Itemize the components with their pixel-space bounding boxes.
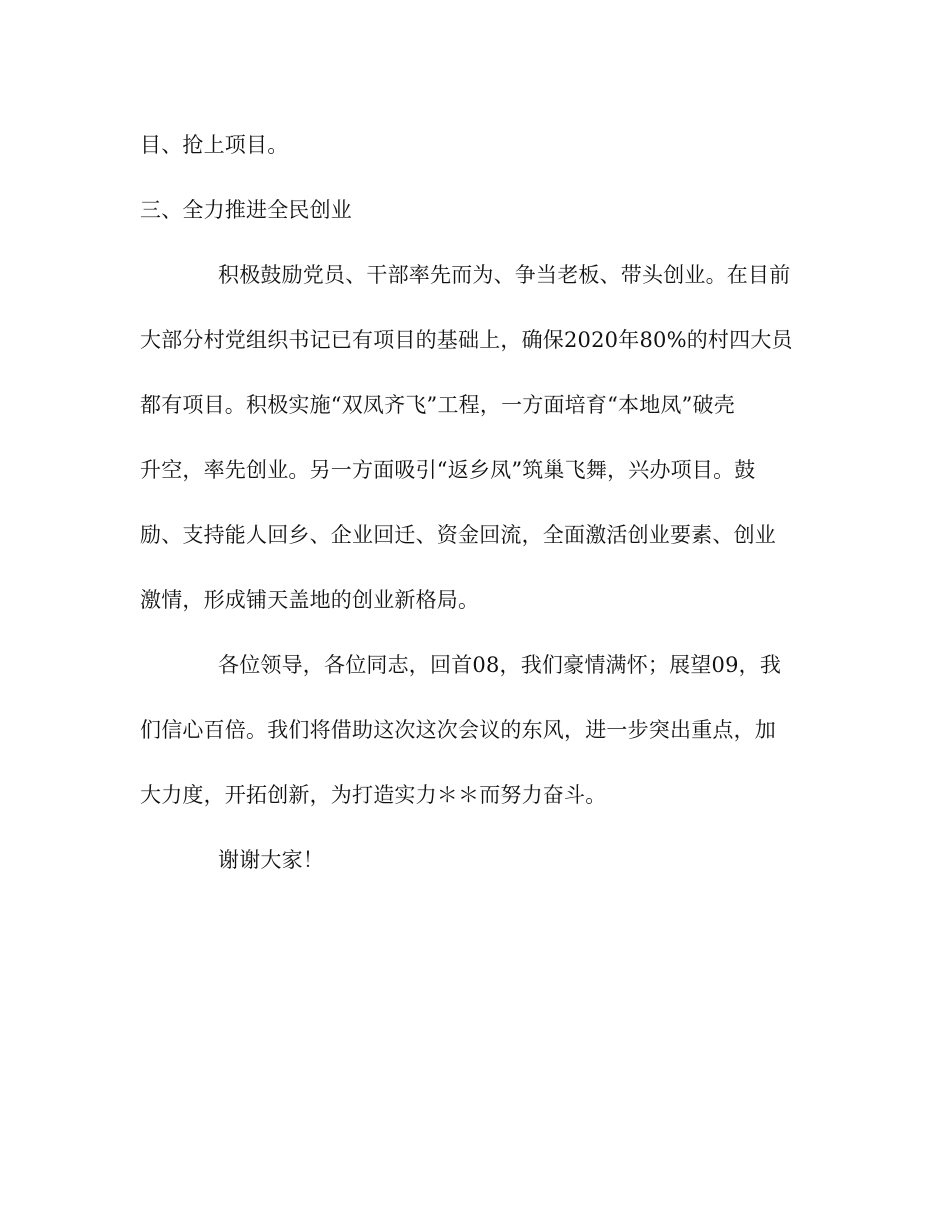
document-body bbox=[140, 113, 802, 893]
section-heading: 三、全力推进全民创业 bbox=[140, 198, 352, 222]
paragraph-line: 激情，形成铺天盖地的创业新格局。 bbox=[140, 588, 480, 612]
paragraph-line: 励、支持能人回乡、企业回迁、资金回流，全面激活创业要素、创业 bbox=[140, 523, 776, 547]
paragraph-line: 各位领导，各位同志，回首08，我们豪情满怀；展望09，我 bbox=[218, 653, 782, 677]
paragraph-line: 们信心百倍。我们将借助这次这次会议的东风，进一步突出重点，加 bbox=[140, 718, 776, 742]
paragraph-line: 大部分村党组织书记已有项目的基础上，确保2020年80%的村四大员 bbox=[140, 328, 793, 352]
paragraph-continuation-line: 目、抢上项目。 bbox=[140, 133, 289, 157]
paragraph-line: 大力度，开拓创新，为打造实力＊＊而努力奋斗。 bbox=[140, 783, 607, 807]
closing-line: 谢谢大家！ bbox=[218, 848, 324, 872]
paragraph-line: 升空，率先创业。另一方面吸引“返乡凤”筑巢飞舞，兴办项目。鼓 bbox=[140, 458, 756, 482]
paragraph-line: 都有项目。积极实施“双凤齐飞”工程，一方面培育“本地凤”破壳 bbox=[140, 393, 735, 417]
paragraph-line: 积极鼓励党员、干部率先而为、争当老板、带头创业。在目前 bbox=[218, 263, 791, 287]
